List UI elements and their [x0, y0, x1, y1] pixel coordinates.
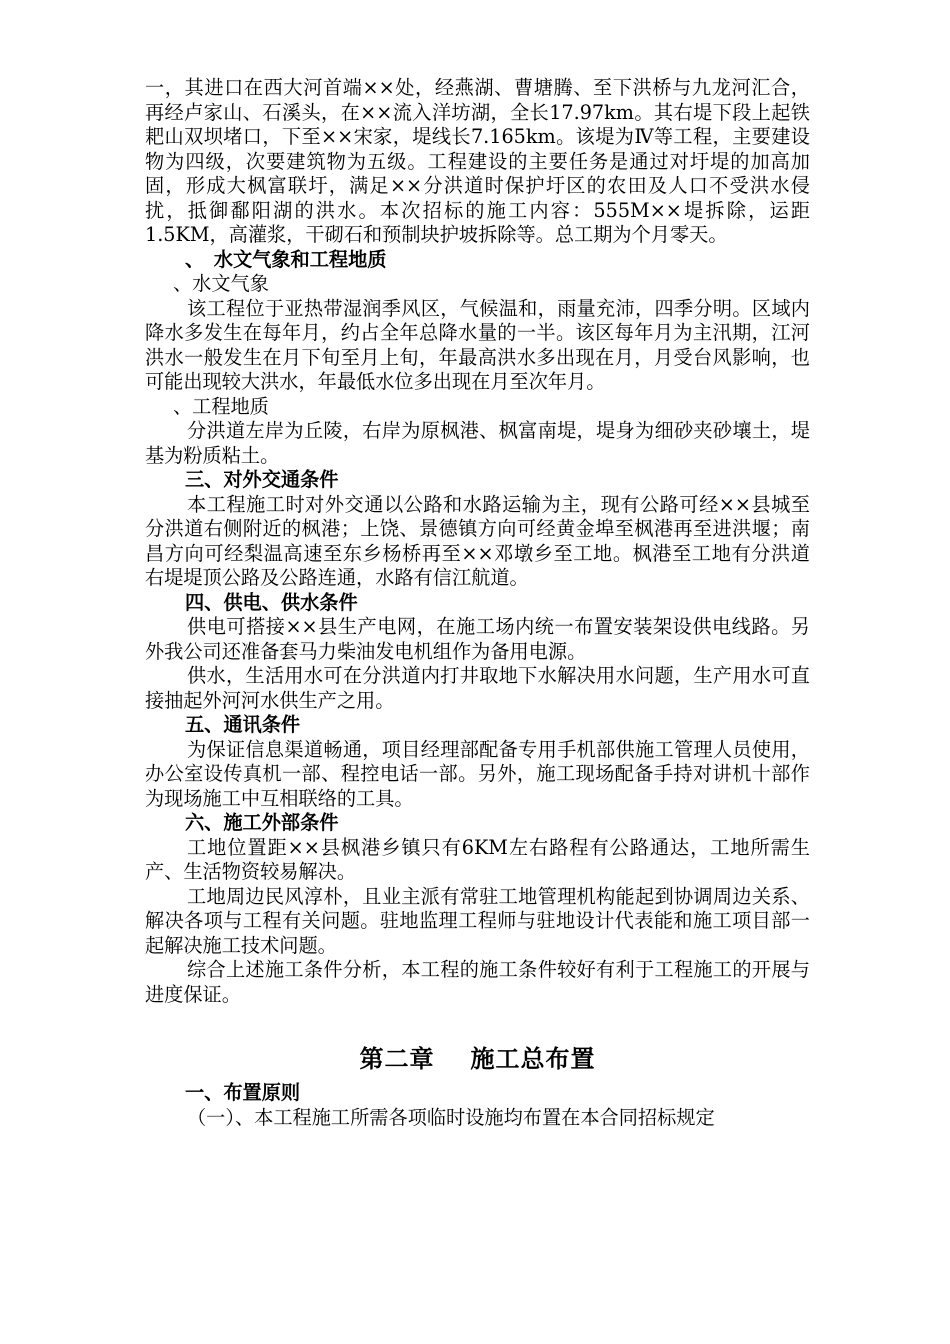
paragraph-communication: 为保证信息渠道畅通，项目经理部配备专用手机部供施工管理人员使用，办公室设传真机一部、程控电话一部。另外，施工现场配备手持对讲机十部作为现场施工中互相联络的工具。 — [145, 737, 810, 810]
heading-hydrology-geology: 、 水文气象和工程地质 — [185, 247, 387, 271]
paragraph-summary: 综合上述施工条件分析，本工程的施工条件较好有利于工程施工的开展与进度保证。 — [145, 958, 810, 1006]
heading-transport: 三、对外交通条件 — [185, 468, 339, 491]
heading-layout-principles: 一、布置原则 — [185, 1081, 301, 1104]
heading-power-water: 四、供电、供水条件 — [185, 590, 358, 614]
subheading-hydrology: 、水文气象 — [173, 272, 269, 295]
paragraph-hydrology: 该工程位于亚热带湿润季风区，气候温和，雨量充沛，四季分明。区域内降水多发生在每年月，约占全年总降水量的一半。该区每年月为主汛期，江河洪水一般发生在月下旬至月上旬，年最高洪水多出现在月，月受台风影响，也可能出现较大洪水，年最低水位多出现在月至次年月。 — [145, 296, 810, 393]
heading-communication: 五、通讯条件 — [185, 713, 301, 736]
paragraph-geology: 分洪道左岸为丘陵，右岸为原枫港、枫富南堤，堤身为细砂夹砂壤土，堤基为粉质粘土。 — [145, 419, 810, 467]
paragraph-transport: 本工程施工时对外交通以公路和水路运输为主，现有公路可经××县城至分洪道右侧附近的枫港；上饶、景德镇方向可经黄金埠至枫港再至进洪堰；南昌方向可经梨温高速至东乡杨桥再至××邓墩乡至工地。枫港至工地有分洪道右堤堤顶公路及公路连通，水路有信江航道。 — [145, 492, 810, 589]
chapter-title: 施工总布置 — [470, 1044, 596, 1073]
paragraph-clause-1: （一）、本工程施工所需各项临时设施均布置在本合同招标规定 — [187, 1105, 715, 1129]
paragraph-power: 供电可搭接××县生产电网，在施工场内统一布置安装架设供电线路。另外我公司还准备套马力柴油发电机组作为备用电源。 — [145, 615, 810, 663]
paragraph-project-overview: 一，其进口在西大河首端××处，经燕湖、曹塘腾、至下洪桥与九龙河汇合，再经卢家山、石溪头，在××流入洋坊湖，全长17.97km。其右堤下段上起铁耙山双坝堵口，下至××宋家，堤线长7.165km。该堤为Ⅳ等工程，主要建设物为四级，次要建筑物为五级。工程建设的主要任务是通过对圩堤的加高加固，形成大枫富联圩，满足××分洪道时保护圩区的农田及人口不受洪水侵扰，抵御鄱阳湖的洪水。本次招标的施工内容：555M××堤拆除，运距1.5KM，高灌浆，干砌石和预制块护坡拆除等。总工期为个月零天。 — [145, 76, 810, 246]
paragraph-water: 供水，生活用水可在分洪道内打井取地下水解决用水问题，生产用水可直接抽起外河河水供生产之用。 — [145, 664, 810, 712]
chapter-heading — [145, 1043, 810, 1075]
chapter-number: 第二章 — [359, 1044, 435, 1073]
subheading-geology: 、工程地质 — [173, 394, 269, 418]
document-body — [145, 76, 810, 1130]
heading-external-conditions: 六、施工外部条件 — [185, 811, 339, 834]
paragraph-site-location: 工地位置距××县枫港乡镇只有6KM左右路程有公路通达，工地所需生产、生活物资较易解决。 — [145, 835, 810, 883]
paragraph-local-relations: 工地周边民风淳朴，且业主派有常驻工地管理机构能起到协调周边关系、解决各项与工程有关问题。驻地监理工程师与驻地设计代表能和施工项目部一起解决施工技术问题。 — [145, 884, 810, 957]
